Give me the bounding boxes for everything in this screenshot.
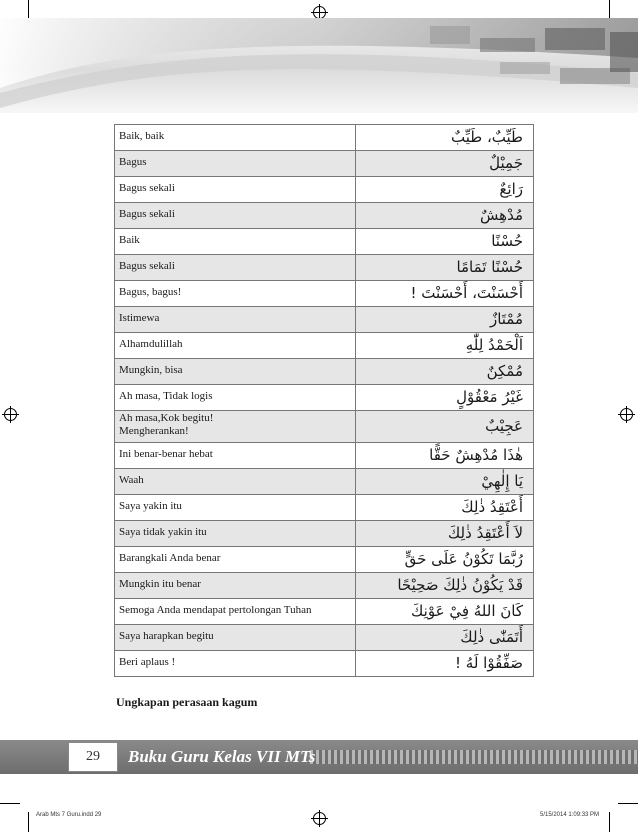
indonesian-line: Mengherankan!: [119, 425, 189, 437]
header-banner: [0, 18, 638, 113]
crop-mark: [28, 812, 29, 832]
arabic-cell: رَائِعٌ: [356, 177, 534, 203]
indonesian-cell: Bagus sekali: [115, 203, 356, 229]
arabic-cell: أَعْتَقِدُ ذٰلِكَ: [356, 495, 534, 521]
table-row: [115, 599, 534, 625]
arabic-cell: يَا إِلٰهِيْ: [356, 469, 534, 495]
arabic-cell: حُسْنًا: [356, 229, 534, 255]
registration-mark-icon: [620, 408, 633, 421]
indonesian-cell: Bagus sekali: [115, 255, 356, 281]
indonesian-cell: Ah masa, Tidak logis: [115, 385, 356, 411]
arabic-cell: قَدْ يَكُوْنُ ذٰلِكَ صَحِيْحًا: [356, 573, 534, 599]
arabic-cell: طَيِّبٌ، طَيِّبٌ: [356, 125, 534, 151]
indonesian-cell: Bagus, bagus!: [115, 281, 356, 307]
indonesian-cell: Istimewa: [115, 307, 356, 333]
arabic-cell: كَانَ اللهُ فِيْ عَوْنِكَ: [356, 599, 534, 625]
table-row: [115, 573, 534, 599]
indonesian-cell: Saya harapkan begitu: [115, 625, 356, 651]
indonesian-cell: Semoga Anda mendapat pertolongan Tuhan: [115, 599, 356, 625]
table-row: [115, 203, 534, 229]
indonesian-cell: Beri aplaus !: [115, 651, 356, 677]
crop-mark: [609, 0, 610, 20]
table-row: [115, 495, 534, 521]
indonesian-cell: Ini benar-benar hebat: [115, 443, 356, 469]
arabic-cell: رُبَّمَا تَكُوْنُ عَلَى حَقٍّ: [356, 547, 534, 573]
table-row: [115, 333, 534, 359]
arabic-cell: مُمْكِنٌ: [356, 359, 534, 385]
indonesian-cell: [115, 411, 356, 443]
table-row: [115, 151, 534, 177]
registration-mark-icon: [313, 812, 326, 825]
indonesian-cell: Waah: [115, 469, 356, 495]
arabic-cell: هٰذَا مُدْهِشٌ حَقًّا: [356, 443, 534, 469]
header-swoosh-graphic: [0, 18, 638, 113]
book-title: Buku Guru Kelas VII MTs: [128, 747, 316, 766]
indonesian-cell: Saya yakin itu: [115, 495, 356, 521]
table-row: [115, 385, 534, 411]
arabic-cell: أَحْسَنْتَ، أَحْسَنْتَ !: [356, 281, 534, 307]
arabic-cell: أَتَمَنّٰى ذٰلِكَ: [356, 625, 534, 651]
table-row: [115, 651, 534, 677]
footer-stripes: [310, 750, 638, 764]
crop-mark: [609, 812, 610, 832]
crop-mark: [0, 803, 20, 804]
slug-datetime: 5/15/2014 1:09:33 PM: [540, 812, 600, 818]
table-row: [115, 281, 534, 307]
page-number: 29: [68, 742, 118, 772]
arabic-cell: مُمْتَازٌ: [356, 307, 534, 333]
table-caption: Ungkapan perasaan kagum: [116, 695, 258, 709]
indonesian-cell: Barangkali Anda benar: [115, 547, 356, 573]
indonesian-cell: Baik: [115, 229, 356, 255]
arabic-cell: مُدْهِشٌ: [356, 203, 534, 229]
arabic-cell: حُسْنًا تَمَامًا: [356, 255, 534, 281]
table-row: [115, 521, 534, 547]
table-row: [115, 443, 534, 469]
indonesian-cell: Mungkin, bisa: [115, 359, 356, 385]
indonesian-cell: Alhamdulillah: [115, 333, 356, 359]
arabic-cell: غَيْرُ مَعْقُوْلٍ: [356, 385, 534, 411]
indonesian-cell: Saya tidak yakin itu: [115, 521, 356, 547]
table-row: [115, 229, 534, 255]
arabic-cell: لاَ أَعْتَقِدُ ذٰلِكَ: [356, 521, 534, 547]
arabic-cell: صَفِّقُوْا لَهُ !: [356, 651, 534, 677]
table-row: [115, 359, 534, 385]
indonesian-line: Ah masa,Kok begitu!: [119, 412, 214, 424]
table-row: [115, 547, 534, 573]
arabic-cell: عَجِيْبٌ: [356, 411, 534, 443]
indonesian-cell: Mungkin itu benar: [115, 573, 356, 599]
expressions-table: [114, 124, 534, 677]
table-row: [115, 469, 534, 495]
table-row: [115, 411, 534, 443]
arabic-cell: اَلْحَمْدُ لِلّٰهِ: [356, 333, 534, 359]
table-row: [115, 307, 534, 333]
arabic-cell: جَمِيْلٌ: [356, 151, 534, 177]
crop-mark: [28, 0, 29, 20]
registration-mark-icon: [4, 408, 17, 421]
indonesian-cell: Baik, baik: [115, 125, 356, 151]
indonesian-cell: Bagus: [115, 151, 356, 177]
table-row: [115, 125, 534, 151]
slug-file: Arab Mts 7 Guru.indd 29: [36, 812, 102, 818]
table-row: [115, 177, 534, 203]
indonesian-cell: Bagus sekali: [115, 177, 356, 203]
table-row: [115, 255, 534, 281]
crop-mark: [618, 803, 638, 804]
table-row: [115, 625, 534, 651]
